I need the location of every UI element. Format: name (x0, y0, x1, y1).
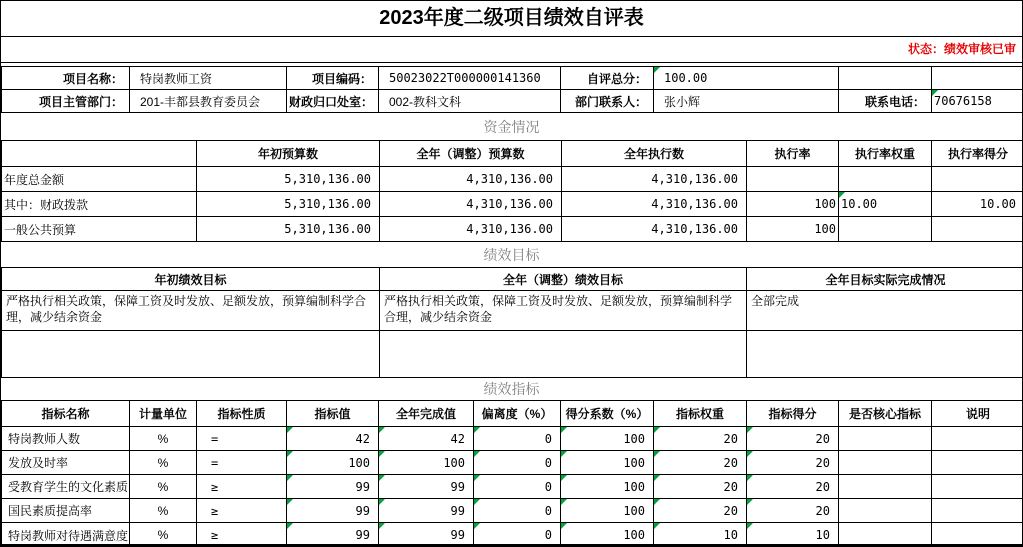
score-cell[interactable]: 20 (747, 499, 839, 523)
deviation-cell[interactable]: 0 (474, 427, 561, 451)
initial-budget-cell[interactable]: 5,310,136.00 (197, 167, 380, 192)
indicator-name-cell: 特岗教师人数 (2, 427, 130, 451)
indicator-row (2, 499, 1023, 523)
funding-row-label: 其中：财政拨款 (2, 192, 197, 217)
goals-header-initial: 年初绩效目标 (2, 268, 380, 291)
contact-value[interactable]: 张小辉 (654, 90, 839, 113)
unit-cell[interactable]: % (130, 523, 197, 547)
funding-table (1, 140, 1023, 242)
weight-cell[interactable]: 20 (654, 499, 747, 523)
rate-weight-cell[interactable] (839, 167, 932, 192)
contact-label: 部门联系人： (561, 90, 654, 113)
ind-header-coefficient: 得分系数（%） (561, 401, 654, 427)
nature-cell[interactable]: = (197, 427, 287, 451)
core-indicator-cell[interactable] (839, 523, 932, 547)
funding-row-fiscal (2, 192, 1023, 217)
score-cell[interactable]: 10 (747, 523, 839, 547)
execution-rate-cell[interactable] (747, 167, 839, 192)
execution-rate-cell[interactable]: 100 (747, 192, 839, 217)
self-score-label: 自评总分： (561, 67, 654, 90)
adjusted-budget-cell[interactable]: 4,310,136.00 (380, 217, 562, 242)
unit-cell[interactable]: % (130, 451, 197, 475)
project-name-value[interactable]: 特岗教师工资 (130, 67, 287, 90)
funding-header-rate: 执行率 (747, 141, 839, 167)
ind-header-nature: 指标性质 (197, 401, 287, 427)
ind-header-completed: 全年完成值 (379, 401, 474, 427)
indicator-name-cell: 国民素质提高率 (2, 499, 130, 523)
adjusted-goal-cell[interactable]: 严格执行相关政策，保障工资及时发放、足额发放，预算编制科学合理，减少结余资金 (380, 291, 747, 331)
indicator-row (2, 523, 1023, 547)
target-value-cell[interactable]: 99 (287, 475, 379, 499)
funding-row-public-budget (2, 217, 1023, 242)
deviation-cell[interactable]: 0 (474, 499, 561, 523)
goals-empty-cell[interactable] (380, 331, 747, 378)
completed-value-cell[interactable]: 100 (379, 451, 474, 475)
section-title-goals: 绩效目标 (483, 246, 540, 263)
adjusted-budget-cell[interactable]: 4,310,136.00 (380, 192, 562, 217)
core-indicator-cell[interactable] (839, 499, 932, 523)
weight-cell[interactable]: 20 (654, 427, 747, 451)
deviation-cell[interactable]: 0 (474, 475, 561, 499)
adjusted-budget-cell[interactable]: 4,310,136.00 (380, 167, 562, 192)
funding-header-initial: 年初预算数 (197, 141, 380, 167)
executed-amount-cell[interactable]: 4,310,136.00 (562, 192, 747, 217)
indicators-table (1, 400, 1023, 547)
rate-weight-cell[interactable] (839, 217, 932, 242)
score-cell[interactable]: 20 (747, 427, 839, 451)
info-row-2 (2, 90, 1023, 113)
core-indicator-cell[interactable] (839, 427, 932, 451)
rate-score-cell[interactable]: 10.00 (932, 192, 1023, 217)
ind-header-core: 是否核心指标 (839, 401, 932, 427)
coefficient-cell[interactable]: 100 (561, 427, 654, 451)
unit-cell[interactable]: % (130, 499, 197, 523)
page-title: 2023年度二级项目绩效自评表 (1, 1, 1022, 37)
completed-value-cell[interactable]: 99 (379, 499, 474, 523)
project-code-label: 项目编码： (287, 67, 379, 90)
status-badge: 状态：绩效审核已审 (1, 37, 1022, 63)
info-empty-cell[interactable] (932, 67, 1023, 90)
indicator-row (2, 427, 1023, 451)
coefficient-cell[interactable]: 100 (561, 475, 654, 499)
project-info-table (1, 66, 1023, 113)
score-cell[interactable]: 20 (747, 475, 839, 499)
indicator-row (2, 451, 1023, 475)
goals-header-adjusted: 全年（调整）绩效目标 (380, 268, 747, 291)
phone-label: 联系电话： (839, 90, 932, 113)
office-value[interactable]: 002-教科文科 (379, 90, 561, 113)
completion-cell[interactable]: 全部完成 (747, 291, 1023, 331)
funding-header-rate-score: 执行率得分 (932, 141, 1023, 167)
ind-header-unit: 计量单位 (130, 401, 197, 427)
weight-cell[interactable]: 20 (654, 475, 747, 499)
funding-header-rate-weight: 执行率权重 (839, 141, 932, 167)
ind-header-deviation: 偏离度（%） (474, 401, 561, 427)
rate-score-cell[interactable] (932, 167, 1023, 192)
funding-header-executed: 全年执行数 (562, 141, 747, 167)
note-cell[interactable] (932, 427, 1023, 451)
indicators-header-row (2, 401, 1023, 427)
funding-row-label: 一般公共预算 (2, 217, 197, 242)
ind-header-weight: 指标权重 (654, 401, 747, 427)
goals-empty-cell[interactable] (747, 331, 1023, 378)
note-cell[interactable] (932, 451, 1023, 475)
indicator-name-cell: 发放及时率 (2, 451, 130, 475)
indicator-name-cell: 特岗教师对待遇满意度 (2, 523, 130, 547)
nature-cell[interactable]: ≥ (197, 499, 287, 523)
goals-content-row (2, 291, 1023, 331)
info-row-1 (2, 67, 1023, 90)
dept-label: 项目主管部门： (2, 90, 130, 113)
funding-header-blank (2, 141, 197, 167)
self-score-value[interactable]: 100.00 (654, 67, 839, 90)
note-cell[interactable] (932, 523, 1023, 547)
initial-budget-cell[interactable]: 5,310,136.00 (197, 192, 380, 217)
nature-cell[interactable]: = (197, 451, 287, 475)
goals-header-row (2, 268, 1023, 291)
execution-rate-cell[interactable]: 100 (747, 217, 839, 242)
goals-empty-cell[interactable] (2, 331, 380, 378)
note-cell[interactable] (932, 499, 1023, 523)
info-empty-cell[interactable] (839, 67, 932, 90)
executed-amount-cell[interactable]: 4,310,136.00 (562, 167, 747, 192)
target-value-cell[interactable]: 99 (287, 523, 379, 547)
core-indicator-cell[interactable] (839, 451, 932, 475)
funding-row-label: 年度总金额 (2, 167, 197, 192)
weight-cell[interactable]: 20 (654, 451, 747, 475)
score-cell[interactable]: 20 (747, 451, 839, 475)
section-title-funding: 资金情况 (483, 118, 540, 135)
nature-cell[interactable]: ≥ (197, 523, 287, 547)
target-value-cell[interactable]: 100 (287, 451, 379, 475)
target-value-cell[interactable]: 42 (287, 427, 379, 451)
funding-header-row (2, 141, 1023, 167)
phone-value[interactable]: 70676158 (932, 90, 1023, 113)
nature-cell[interactable]: ≥ (197, 475, 287, 499)
goals-table (1, 267, 1023, 378)
ind-header-score: 指标得分 (747, 401, 839, 427)
office-label: 财政归口处室： (287, 90, 379, 113)
completed-value-cell[interactable]: 99 (379, 523, 474, 547)
dept-value[interactable]: 201-丰都县教育委员会 (130, 90, 287, 113)
indicator-name-cell: 受教育学生的文化素质 (2, 475, 130, 499)
section-title-indicators: 绩效指标 (483, 381, 540, 397)
indicator-row (2, 475, 1023, 499)
goals-empty-row (2, 331, 1023, 378)
ind-header-target: 指标值 (287, 401, 379, 427)
project-name-label: 项目名称： (2, 67, 130, 90)
initial-goal-cell[interactable]: 严格执行相关政策，保障工资及时发放、足额发放，预算编制科学合理，减少结余资金 (2, 291, 380, 331)
coefficient-cell[interactable]: 100 (561, 499, 654, 523)
core-indicator-cell[interactable] (839, 475, 932, 499)
ind-header-note: 说明 (932, 401, 1023, 427)
funding-row-total (2, 167, 1023, 192)
funding-header-adjusted: 全年（调整）预算数 (380, 141, 562, 167)
ind-header-name: 指标名称 (2, 401, 130, 427)
unit-cell[interactable]: % (130, 427, 197, 451)
completed-value-cell[interactable]: 99 (379, 475, 474, 499)
coefficient-cell[interactable]: 100 (561, 451, 654, 475)
goals-header-completion: 全年目标实际完成情况 (747, 268, 1023, 291)
coefficient-cell[interactable]: 100 (561, 523, 654, 547)
target-value-cell[interactable]: 99 (287, 499, 379, 523)
weight-cell[interactable]: 10 (654, 523, 747, 547)
rate-score-cell[interactable] (932, 217, 1023, 242)
completed-value-cell[interactable]: 42 (379, 427, 474, 451)
note-cell[interactable] (932, 475, 1023, 499)
initial-budget-cell[interactable]: 5,310,136.00 (197, 217, 380, 242)
unit-cell[interactable]: % (130, 475, 197, 499)
project-code-value[interactable]: 50023022T000000141360 (379, 67, 561, 90)
rate-weight-cell[interactable]: 10.00 (839, 192, 932, 217)
deviation-cell[interactable]: 0 (474, 451, 561, 475)
deviation-cell[interactable]: 0 (474, 523, 561, 547)
executed-amount-cell[interactable]: 4,310,136.00 (562, 217, 747, 242)
